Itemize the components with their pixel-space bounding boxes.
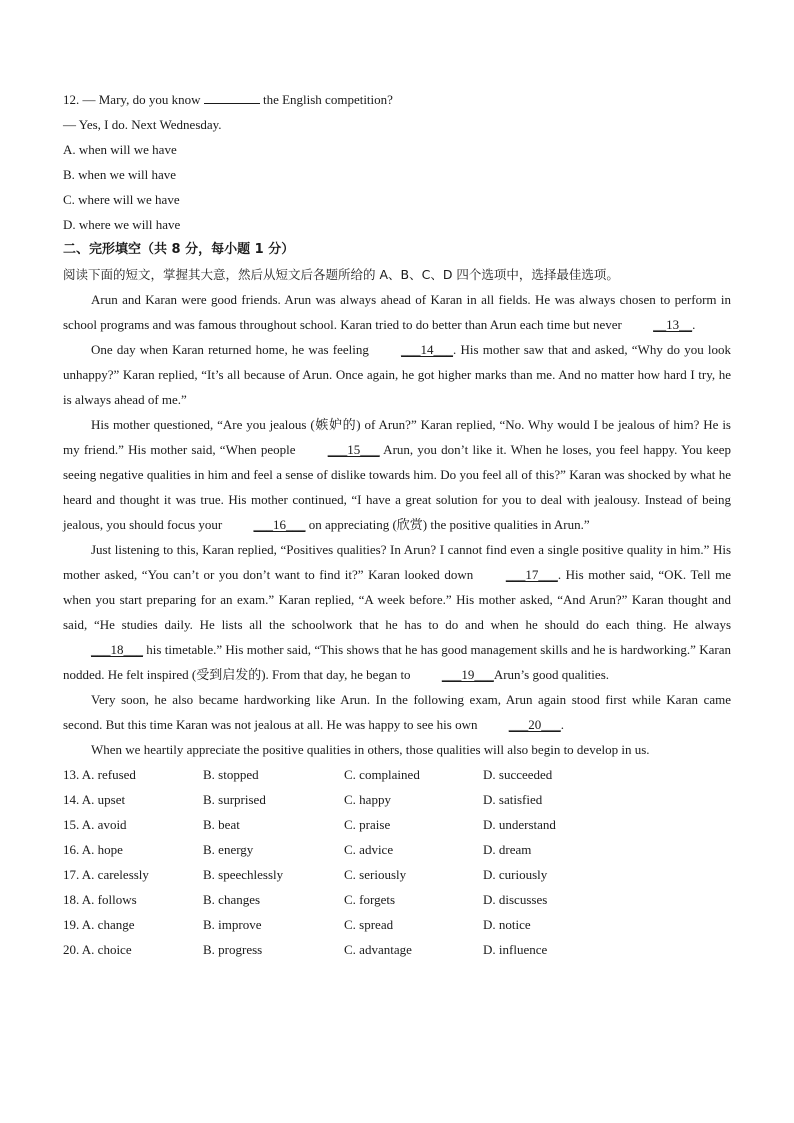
option-d: D. satisfied: [483, 792, 543, 807]
option-b: B. energy: [203, 842, 254, 857]
answer-row-15: [63, 812, 731, 837]
section-instruction: 阅读下面的短文，掌握其大意，然后从短文后各题所给的 A、B、C、D 四个选项中，选择最佳选项。: [63, 267, 619, 282]
option-c: C. seriously: [344, 867, 407, 882]
option-b: B. changes: [203, 892, 261, 907]
option-a: 14. A. upset: [63, 792, 126, 807]
option-a: 13. A. refused: [63, 767, 136, 782]
blank-19: ___19___: [441, 667, 494, 682]
passage-paragraph-3: [63, 412, 731, 537]
option-d: D. notice: [483, 917, 531, 932]
paragraph-text: Arun and Karan were good friends. Arun was always ahead of Karan in all fields. He was always chosen to perform in school programs and was famous throughout school. Karan tried to do better than Arun each time but never: [63, 292, 731, 332]
option-a: 19. A. change: [63, 917, 135, 932]
option-a: 17. A. carelessly: [63, 867, 149, 882]
option-c: C. spread: [344, 917, 394, 932]
blank-13: __13__: [653, 317, 693, 332]
option-d: D. discusses: [483, 892, 548, 907]
blank-18: ___18___: [91, 642, 143, 657]
paragraph-text: on appreciating (欣赏) the positive qualities in Arun.”: [305, 517, 590, 532]
option-d: D. understand: [483, 817, 556, 832]
question-12-blank: [204, 89, 260, 104]
blank-14: ___14___: [401, 342, 454, 357]
option-c: C. advantage: [344, 942, 412, 957]
blank-20: ___20___: [508, 717, 561, 732]
option-a: 16. A. hope: [63, 842, 123, 857]
passage-paragraph-2: [63, 337, 731, 412]
option-b: B. surprised: [203, 792, 266, 807]
passage-paragraph-1: [63, 287, 731, 337]
blank-16: ___16___: [253, 517, 306, 532]
option-a: 20. A. choice: [63, 942, 132, 957]
option-d: D. influence: [483, 942, 548, 957]
answer-row-20: [63, 937, 731, 962]
answer-row-17: [63, 862, 731, 887]
paragraph-text: . His mother said, “OK. Tell me when you start preparing for an exam.” Karan replied, “A week before.” His mother asked, “And Arun?” Karan thought and said, “He studies daily. He lists all the schoolwork that he has to do and when he should do each thing. He always: [63, 567, 731, 632]
option-d: D. curiously: [483, 867, 548, 882]
blank-17: ___17___: [505, 567, 558, 582]
option-a: 18. A. follows: [63, 892, 137, 907]
option-b: B. speechlessly: [203, 867, 284, 882]
option-a: 15. A. avoid: [63, 817, 127, 832]
paragraph-text: . His mother saw that and asked, “Why do you look unhappy?” Karan replied, “It’s all because of Arun. Once again, he got higher marks than me. And no matter how hard I try, he is always ahead of me.”: [63, 342, 731, 407]
option-c: C. forgets: [344, 892, 396, 907]
answer-row-19: [63, 912, 731, 937]
answer-options: [63, 762, 731, 962]
option-d: D. succeeded: [483, 767, 553, 782]
paragraph-text: Very soon, he also became hardworking like Arun. In the following exam, Arun again stood first while Karan came second. But this time Karan was not jealous at all. He was happy to see his own: [63, 692, 731, 732]
paragraph-text: Arun, you don’t like it. When he loses, you feel happy. You keep seeing negative qualities in him and feel a sense of dislike towards him. Do you feel all of this?” Karan was shocked by what he heard and thought it was true. His mother continued, “I have a great solution for you to deal with jealousy. Instead of being jealous, you should focus your: [63, 442, 731, 532]
question-12-option-b: B. when we will have: [63, 167, 177, 182]
paragraph-text: One day when Karan returned home, he was feeling: [91, 342, 374, 357]
option-b: B. progress: [203, 942, 263, 957]
paragraph-text: Just listening to this, Karan replied, “Positives qualities? In Arun? I cannot find even a single positive quality in him.” His mother asked, “You can’t or you don’t want to find it?” Karan looked down: [63, 542, 731, 582]
question-12-text-after: the English competition?: [259, 92, 393, 107]
section-title: 二、完形填空（共 8 分，每小题 1 分）: [63, 242, 295, 257]
answer-row-14: [63, 787, 731, 812]
option-b: B. beat: [203, 817, 240, 832]
question-12-option-a: A. when will we have: [63, 142, 177, 157]
answer-row-13: [63, 762, 731, 787]
option-c: C. advice: [344, 842, 394, 857]
passage-paragraph-4: [63, 537, 731, 687]
option-d: D. dream: [483, 842, 532, 857]
question-12-option-d: D. where we will have: [63, 217, 181, 232]
question-12-option-c: C. where will we have: [63, 192, 180, 207]
option-b: B. improve: [203, 917, 262, 932]
paragraph-text: Arun’s good qualities.: [493, 667, 609, 682]
paragraph-text: His mother questioned, “Are you jealous (嫉妒的) of Arun?” Karan replied, “No. Why would I be jealous of him? He is my friend.” His mother said, “When people: [63, 417, 731, 457]
question-12-stem: [63, 87, 731, 112]
question-12-reply: — Yes, I do. Next Wednesday.: [63, 117, 222, 132]
question-12-text: 12. — Mary, do you know: [63, 92, 204, 107]
paragraph-text: .: [560, 717, 564, 732]
option-b: B. stopped: [203, 767, 259, 782]
option-c: C. happy: [344, 792, 391, 807]
answer-row-18: [63, 887, 731, 912]
exam-page: [63, 87, 731, 962]
paragraph-text: .: [692, 317, 696, 332]
option-c: C. praise: [344, 817, 391, 832]
answer-row-16: [63, 837, 731, 862]
option-c: C. complained: [344, 767, 420, 782]
passage-paragraph-5: [63, 687, 731, 737]
paragraph-text: his timetable.” His mother said, “This shows that he has good management skills and he is hardworking.” Karan nodded. He felt inspired (受到启发的). From that day, he began to: [63, 642, 731, 682]
passage-paragraph-6: When we heartily appreciate the positive qualities in others, those qualities will also begin to develop in us.: [91, 742, 650, 757]
blank-15: ___15___: [327, 442, 380, 457]
